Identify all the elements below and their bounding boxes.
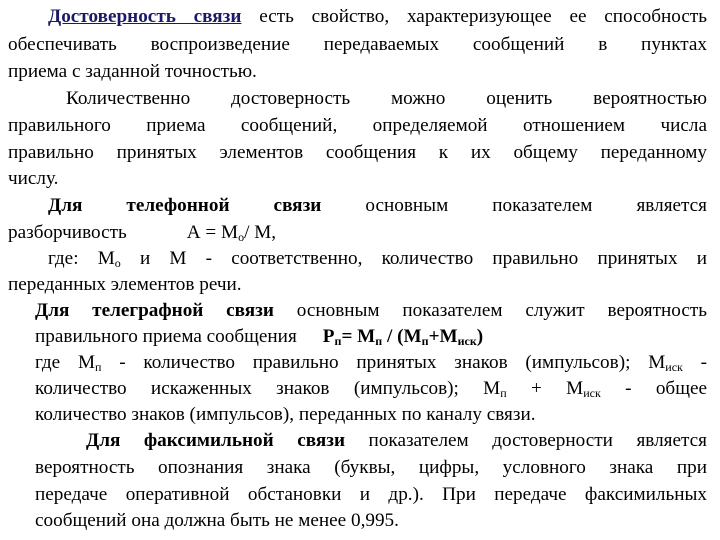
p2-line-3: правильно принятых элементов сообщения к их общему переданному	[8, 142, 707, 163]
p4-line-4: количество искаженных знаков (импульсов); $М_п + М_{иск}$ - общее	[35, 378, 708, 400]
p2-line-1: Количественно достоверность можно оценить вероятностью	[66, 88, 707, 109]
term-reliability: Достоверность связи	[48, 6, 242, 27]
p3-line-1: Для телефонной связи основным показателем является	[48, 195, 707, 216]
lead-telephone: Для телефонной связи	[48, 195, 322, 216]
p5-line-3: передаче оперативной обстановки и др.). При передаче факсимильных	[35, 484, 707, 505]
p1-line-2: обеспечивать воспроизведение передаваемых сообщений в пунктах	[8, 34, 707, 55]
p4-line-2: правильного приема сообщения $Р_п= М_п / (М_п+М_{иск})$	[35, 326, 484, 348]
p4-line-5: количество знаков (импульсов), переданных по каналу связи.	[35, 404, 536, 425]
p4-line-3: где $М_п$ - количество правильно принятых знаков (импульсов); $М_{иск}$ -	[35, 352, 708, 374]
p3-line-4: переданных элементов речи.	[8, 274, 242, 295]
p3-line-3: где: $М_о$ и М - соответственно, количество правильно принятых и	[48, 248, 707, 270]
p2-line-4: числу.	[8, 168, 59, 189]
formula-telegraph-probability: $Р_п= М_п / (М_п+М_{иск})$	[322, 326, 484, 348]
formula-intelligibility: $А = М_о/$ М,	[186, 222, 277, 244]
p3-line-2: разборчивость $А = М_о/$ М,	[8, 222, 277, 244]
lead-telegraph: Для телеграфной связи	[35, 300, 274, 321]
p1-line-3: приема с заданной точностью.	[8, 61, 257, 82]
p2-line-2: правильного приема сообщений, определяемой отношением числа	[8, 115, 707, 136]
p5-line-2: вероятность опознания знака (буквы, цифры, условного знака при	[35, 457, 707, 478]
p5-line-4: сообщений она должна быть не менее 0,995.	[35, 510, 399, 531]
p5-line-1: Для факсимильной связи показателем достоверности является	[86, 430, 707, 451]
lead-facsimile: Для факсимильной связи	[86, 430, 345, 451]
p4-line-1: Для телеграфной связи основным показателем служит вероятность	[35, 300, 707, 321]
p1-line-1: Достоверность связи есть свойство, характеризующее ее способность	[48, 6, 707, 27]
